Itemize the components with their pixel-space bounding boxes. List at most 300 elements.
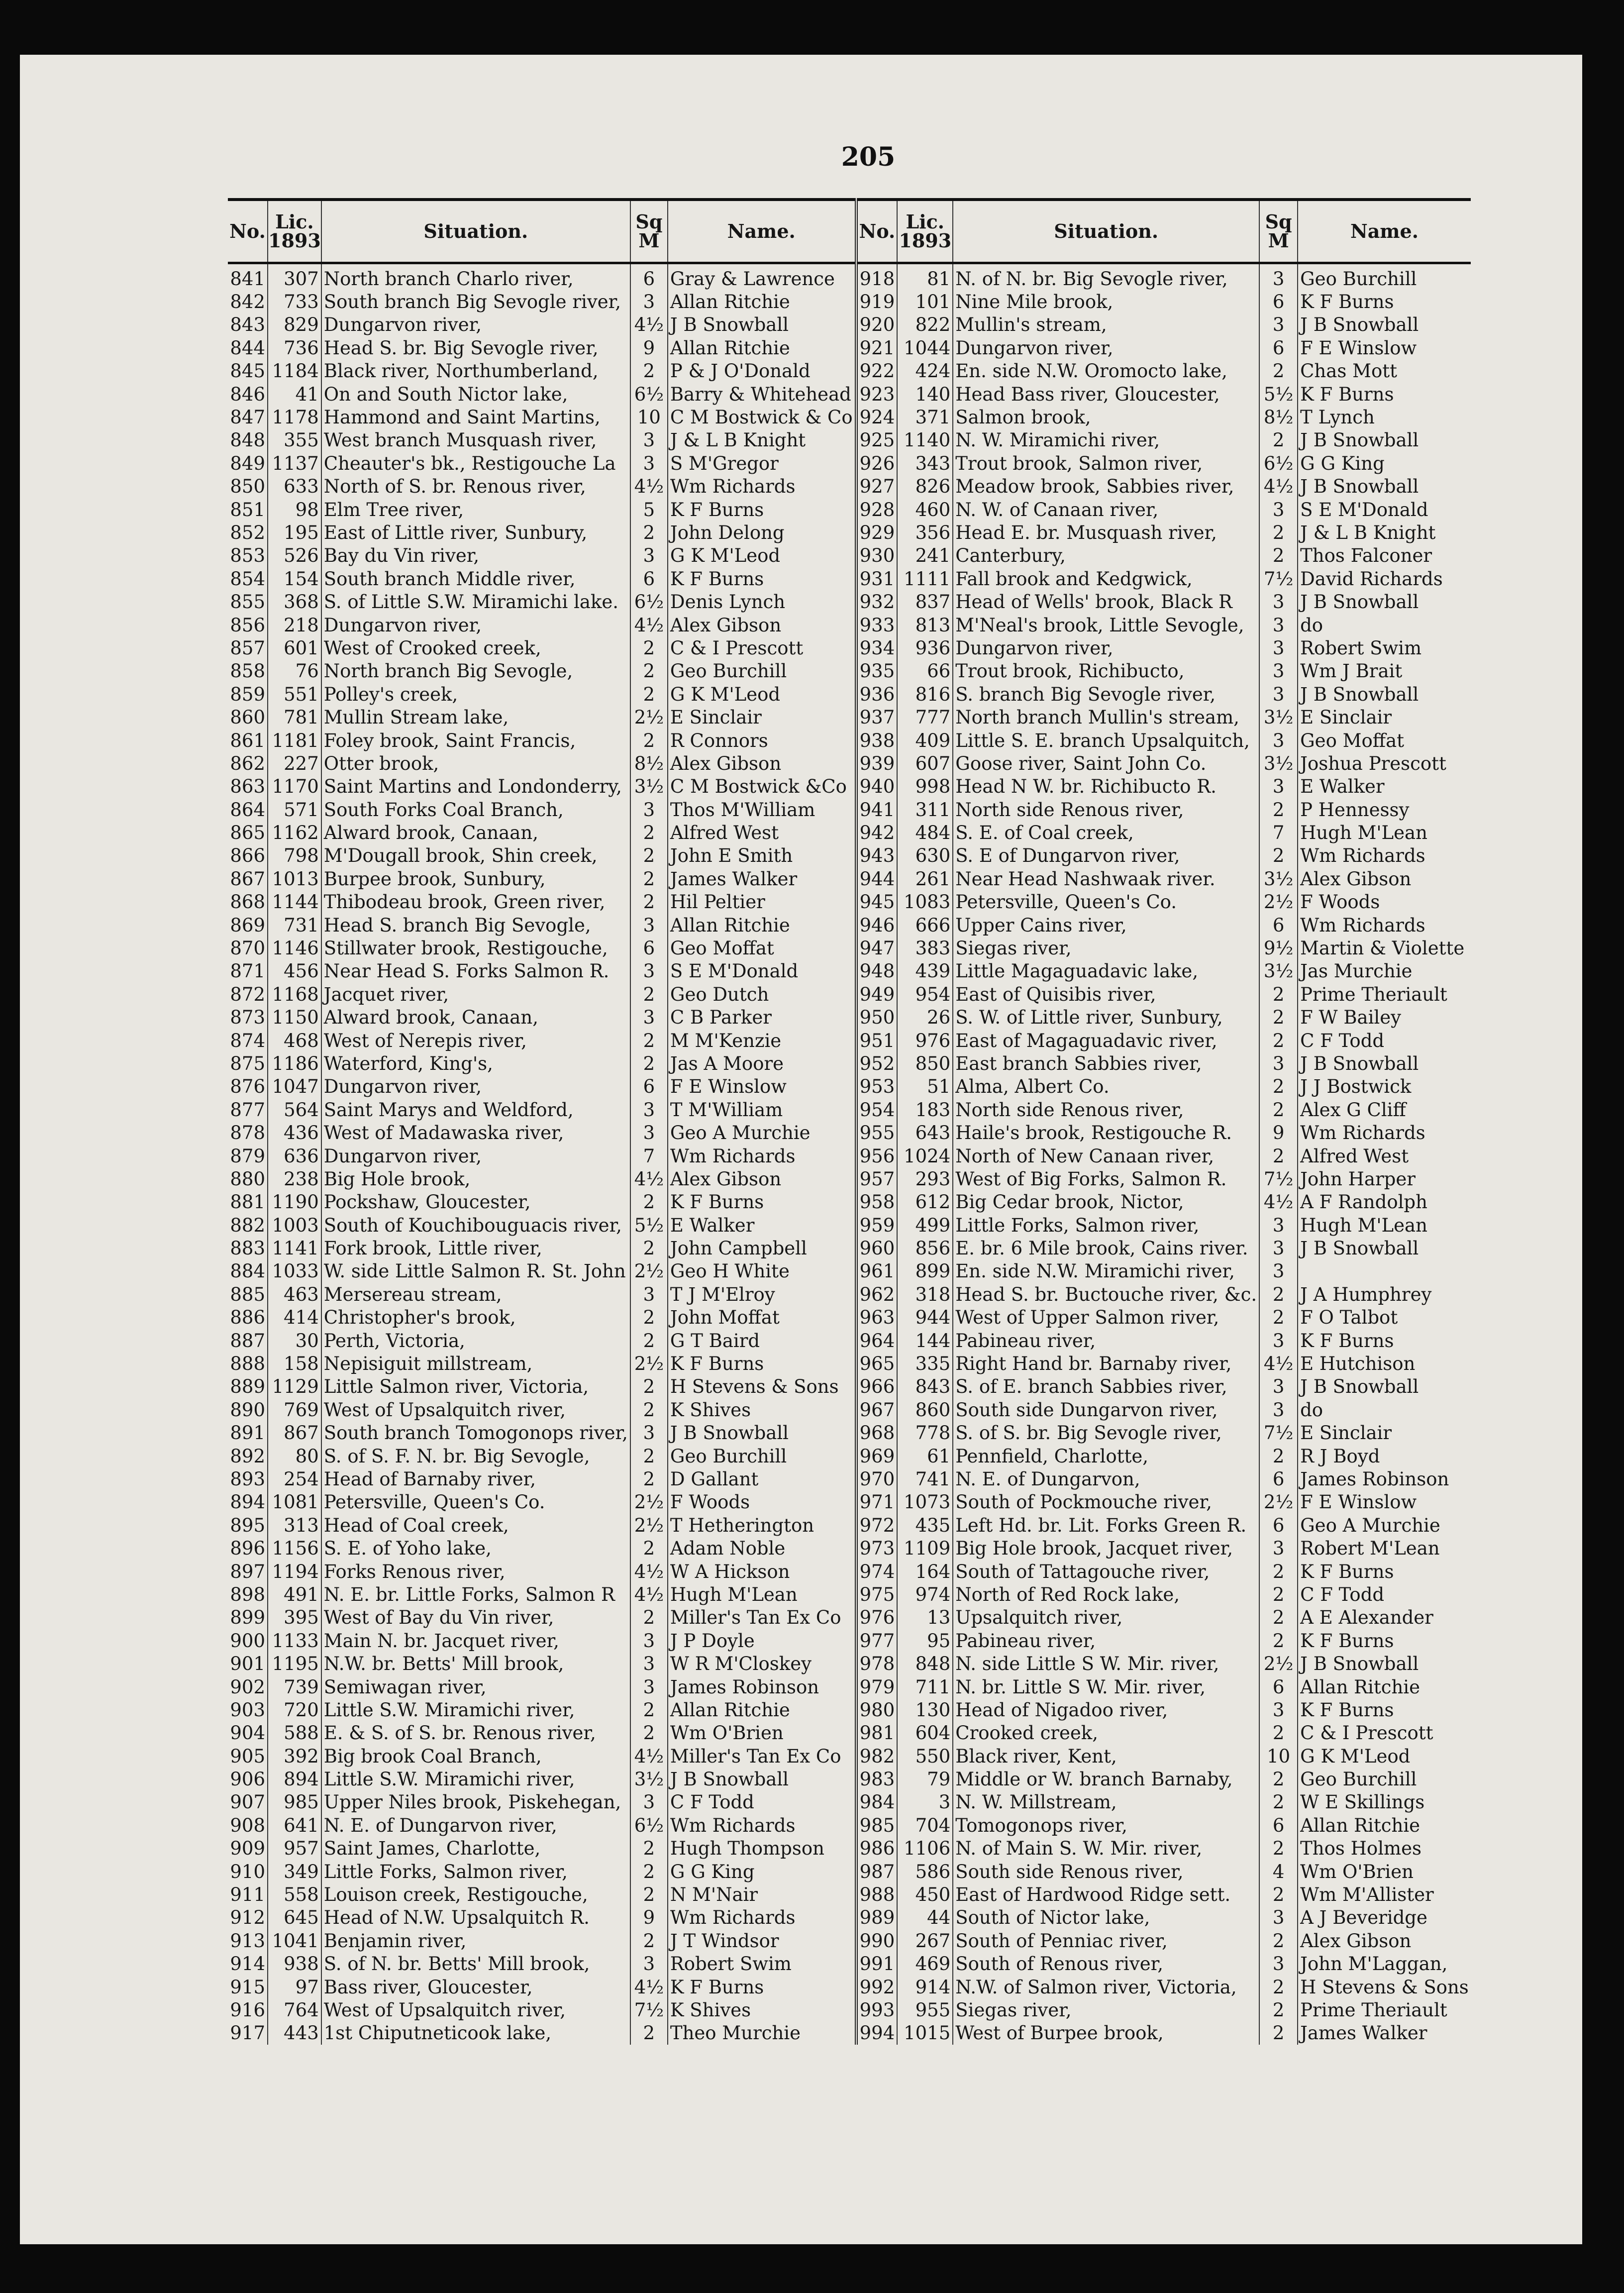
left-situation: Little S.W. Miramichi river,	[321, 1698, 630, 1721]
left-licensee-name: C F Todd	[668, 1791, 856, 1814]
left-licensee-name: Wm O'Brien	[668, 1722, 856, 1745]
table-row	[228, 406, 1471, 428]
right-license-number: 778	[897, 1422, 953, 1445]
right-licensee-name: J B Snowball	[1300, 591, 1419, 613]
left-license-number: 736	[268, 336, 321, 359]
left-entry-number: 897	[228, 1560, 268, 1583]
right-entry-number: 987	[856, 1860, 898, 1883]
left-square-miles: 2	[630, 1698, 668, 1721]
right-situation: North of New Canaan river,	[953, 1145, 1259, 1167]
left-licensee-name: John Moffat	[668, 1306, 856, 1329]
left-entry-number: 869	[228, 914, 268, 937]
table-row	[228, 1283, 1471, 1306]
left-licensee-name: Wm Richards	[668, 475, 856, 498]
left-square-miles: 2	[630, 1029, 668, 1052]
right-entry-number: 928	[856, 498, 898, 521]
left-entry-number: 849	[228, 452, 268, 475]
left-entry-number: 917	[228, 2022, 268, 2045]
right-licensee-name: Hugh M'Lean	[1300, 822, 1427, 844]
table-row	[228, 1953, 1471, 1976]
table-row	[228, 383, 1471, 406]
left-entry-number: 905	[228, 1745, 268, 1768]
right-license-number: 183	[897, 1098, 953, 1121]
table-row	[228, 1445, 1471, 1467]
left-situation: Benjamin river,	[321, 1929, 630, 1952]
left-entry-number: 854	[228, 567, 268, 590]
left-situation: Big Hole brook,	[321, 1167, 630, 1190]
left-square-miles: 2	[630, 1306, 668, 1329]
right-license-number: 1106	[897, 1837, 953, 1860]
left-situation: Black river, Northumberland,	[321, 360, 630, 383]
left-situation: E. & S. of S. br. Renous river,	[321, 1722, 630, 1745]
left-entry-number: 861	[228, 729, 268, 752]
left-entry-number: 883	[228, 1237, 268, 1259]
left-entry-number: 862	[228, 752, 268, 775]
right-entry-number: 962	[856, 1283, 898, 1306]
right-entry-number: 957	[856, 1167, 898, 1190]
left-square-miles: 3	[630, 1098, 668, 1121]
left-entry-number: 851	[228, 498, 268, 521]
left-entry-number: 860	[228, 706, 268, 729]
table-row	[228, 1375, 1471, 1398]
table-row	[228, 544, 1471, 567]
right-license-number: 409	[897, 729, 953, 752]
right-licensee-name: Alex Gibson	[1300, 868, 1412, 890]
right-situation: Head Bass river, Gloucester,	[953, 383, 1259, 406]
right-situation: North side Renous river,	[953, 798, 1259, 821]
right-license-number: 954	[897, 983, 953, 1006]
right-license-number: 843	[897, 1375, 953, 1398]
left-license-number: 645	[268, 1906, 321, 1929]
table-row	[228, 1514, 1471, 1537]
right-situation: Siegas river,	[953, 937, 1259, 959]
right-license-number: 666	[897, 914, 953, 937]
right-licensee-name: Martin & Violette	[1300, 938, 1465, 959]
right-license-number: 1024	[897, 1145, 953, 1167]
left-square-miles: 3	[630, 1629, 668, 1652]
left-entry-number: 880	[228, 1167, 268, 1190]
table-row	[228, 1191, 1471, 1214]
right-license-number: 604	[897, 1722, 953, 1745]
left-square-miles: 2	[630, 683, 668, 706]
left-entry-number: 907	[228, 1791, 268, 1814]
right-entry-number: 944	[856, 867, 898, 890]
left-square-miles: 2	[630, 891, 668, 914]
left-square-miles: 2	[630, 1052, 668, 1075]
right-square-miles: 8½	[1259, 406, 1298, 428]
right-licensee-name: Jas Murchie	[1300, 960, 1413, 982]
right-license-number: 450	[897, 1883, 953, 1906]
left-entry-number: 884	[228, 1260, 268, 1283]
left-licensee-name: Wm Richards	[668, 1145, 856, 1167]
left-license-number: 355	[268, 429, 321, 452]
left-license-number: 227	[268, 752, 321, 775]
left-licensee-name: John Campbell	[668, 1237, 856, 1259]
right-entry-number: 994	[856, 2022, 898, 2045]
right-license-number: 607	[897, 752, 953, 775]
right-license-number: 130	[897, 1698, 953, 1721]
right-license-number: 26	[897, 1006, 953, 1029]
left-entry-number: 876	[228, 1075, 268, 1098]
left-entry-number: 896	[228, 1537, 268, 1560]
right-entry-number: 956	[856, 1145, 898, 1167]
right-license-number: 944	[897, 1306, 953, 1329]
table-row	[228, 567, 1471, 590]
table-row	[228, 1560, 1471, 1583]
right-situation: N. W. Millstream,	[953, 1791, 1259, 1814]
right-licensee-name: J J Bostwick	[1300, 1076, 1412, 1098]
left-licensee-name: T Hetherington	[668, 1514, 856, 1537]
left-situation: Little S.W. Miramichi river,	[321, 1768, 630, 1790]
right-entry-number: 991	[856, 1953, 898, 1976]
left-license-number: 97	[268, 1976, 321, 1998]
right-situation: N. br. Little S W. Mir. river,	[953, 1675, 1259, 1698]
left-entry-number: 902	[228, 1675, 268, 1698]
right-square-miles: 2	[1259, 1145, 1298, 1167]
left-square-miles: 3	[630, 960, 668, 983]
right-license-number: 164	[897, 1560, 953, 1583]
table-row	[228, 429, 1471, 452]
right-license-number: 816	[897, 683, 953, 706]
left-licensee-name: Robert Swim	[668, 1953, 856, 1976]
right-licensee-name: S E M'Donald	[1300, 499, 1428, 521]
left-square-miles: 6	[630, 1075, 668, 1098]
right-situation: Big Hole brook, Jacquet river,	[953, 1537, 1259, 1560]
left-entry-number: 915	[228, 1976, 268, 1998]
table-row	[228, 1722, 1471, 1745]
right-situation: N. of N. br. Big Sevogle river,	[953, 263, 1259, 291]
left-situation: East of Little river, Sunbury,	[321, 521, 630, 544]
right-licensee-name: James Robinson	[1300, 1468, 1449, 1490]
right-entry-number: 967	[856, 1398, 898, 1421]
left-license-number: 368	[268, 590, 321, 613]
right-situation: Haile's brook, Restigouche R.	[953, 1121, 1259, 1144]
left-square-miles: 2	[630, 729, 668, 752]
right-situation: Right Hand br. Barnaby river,	[953, 1352, 1259, 1375]
left-situation: South Forks Coal Branch,	[321, 798, 630, 821]
left-situation: S. of S. F. N. br. Big Sevogle,	[321, 1445, 630, 1467]
left-situation: Perth, Victoria,	[321, 1329, 630, 1352]
left-licensee-name: R Connors	[668, 729, 856, 752]
right-situation: Fall brook and Kedgwick,	[953, 567, 1259, 590]
left-situation: West of Bay du Vin river,	[321, 1606, 630, 1629]
left-entry-number: 885	[228, 1283, 268, 1306]
left-licensee-name: F Woods	[668, 1491, 856, 1514]
right-license-number: 66	[897, 660, 953, 683]
right-situation: Alma, Albert Co.	[953, 1075, 1259, 1098]
left-license-number: 1184	[268, 360, 321, 383]
right-square-miles: 6	[1259, 290, 1298, 313]
right-square-miles: 6	[1259, 1467, 1298, 1490]
left-licensee-name: Hugh Thompson	[668, 1837, 856, 1860]
right-license-number: 101	[897, 290, 953, 313]
right-entry-number: 963	[856, 1306, 898, 1329]
left-situation: N. E. of Dungarvon river,	[321, 1814, 630, 1837]
left-license-number: 218	[268, 614, 321, 636]
left-square-miles: 7	[630, 1145, 668, 1167]
right-square-miles: 3	[1259, 1537, 1298, 1560]
right-licensee-name: E Sinclair	[1300, 1422, 1392, 1444]
left-entry-number: 904	[228, 1722, 268, 1745]
right-situation: Head N W. br. Richibucto R.	[953, 775, 1259, 798]
left-square-miles: 2	[630, 1722, 668, 1745]
right-licensee-name: C F Todd	[1300, 1583, 1385, 1605]
header-situation: Situation.	[321, 200, 630, 263]
left-square-miles: 3½	[630, 1768, 668, 1790]
right-entry-number: 978	[856, 1652, 898, 1675]
left-licensee-name: T J M'Elroy	[668, 1283, 856, 1306]
right-entry-number: 919	[856, 290, 898, 313]
right-licensee-name: do	[1300, 614, 1323, 636]
left-license-number: 1081	[268, 1491, 321, 1514]
left-square-miles: 6	[630, 937, 668, 959]
left-license-number: 1033	[268, 1260, 321, 1283]
left-situation: West of Crooked creek,	[321, 636, 630, 659]
right-entry-number: 964	[856, 1329, 898, 1352]
left-square-miles: 4½	[630, 1583, 668, 1606]
right-entry-number: 922	[856, 360, 898, 383]
table-row	[228, 1976, 1471, 1998]
ledger-body	[228, 263, 1471, 2045]
left-license-number: 985	[268, 1791, 321, 1814]
right-licensee-name: Wm J Brait	[1300, 660, 1403, 682]
right-square-miles: 2	[1259, 844, 1298, 867]
left-situation: Mullin Stream lake,	[321, 706, 630, 729]
left-license-number: 1137	[268, 452, 321, 475]
left-licensee-name: N M'Nair	[668, 1883, 856, 1906]
left-entry-number: 870	[228, 937, 268, 959]
left-licensee-name: Alex Gibson	[668, 752, 856, 775]
header-sq-m: Sq M	[630, 200, 668, 263]
left-square-miles: 2½	[630, 1260, 668, 1283]
right-entry-number: 977	[856, 1629, 898, 1652]
left-licensee-name: Geo Dutch	[668, 983, 856, 1006]
right-square-miles: 2	[1259, 521, 1298, 544]
left-situation: Stillwater brook, Restigouche,	[321, 937, 630, 959]
right-licensee-name: Alfred West	[1300, 1145, 1409, 1167]
right-situation: N. of Main S. W. Mir. river,	[953, 1837, 1259, 1860]
right-situation: Trout brook, Salmon river,	[953, 452, 1259, 475]
left-square-miles: 2	[630, 521, 668, 544]
left-license-number: 957	[268, 1837, 321, 1860]
right-situation: East of Quisibis river,	[953, 983, 1259, 1006]
right-situation: Pabineau river,	[953, 1629, 1259, 1652]
left-licensee-name: John Delong	[668, 521, 856, 544]
right-licensee-name: J A Humphrey	[1300, 1283, 1432, 1305]
left-licensee-name: S E M'Donald	[668, 960, 856, 983]
right-license-number: 914	[897, 1976, 953, 1998]
right-square-miles: 4½	[1259, 475, 1298, 498]
table-row	[228, 1814, 1471, 1837]
right-square-miles: 2	[1259, 1883, 1298, 1906]
left-entry-number: 906	[228, 1768, 268, 1790]
left-square-miles: 2	[630, 867, 668, 890]
right-licensee-name: Geo Burchill	[1300, 1769, 1417, 1790]
left-square-miles: 8½	[630, 752, 668, 775]
left-licensee-name: Barry & Whitehead	[668, 383, 856, 406]
left-licensee-name: Allan Ritchie	[668, 290, 856, 313]
left-situation: Saint Martins and Londonderry,	[321, 775, 630, 798]
left-situation: South of Kouchibouguacis river,	[321, 1214, 630, 1237]
left-licensee-name: E Sinclair	[668, 706, 856, 729]
right-license-number: 469	[897, 1953, 953, 1976]
table-row	[228, 1398, 1471, 1421]
right-licensee-name: James Walker	[1300, 2022, 1427, 2044]
left-license-number: 468	[268, 1029, 321, 1052]
left-licensee-name: James Walker	[668, 867, 856, 890]
left-license-number: 30	[268, 1329, 321, 1352]
right-situation: North side Renous river,	[953, 1098, 1259, 1121]
left-license-number: 1168	[268, 983, 321, 1006]
right-licensee-name: Wm Richards	[1300, 1122, 1425, 1144]
right-licensee-name	[1298, 1260, 1471, 1283]
right-square-miles: 2	[1259, 2022, 1298, 2045]
right-situation: Petersville, Queen's Co.	[953, 891, 1259, 914]
table-row	[228, 1537, 1471, 1560]
right-entry-number: 947	[856, 937, 898, 959]
right-square-miles: 2	[1259, 798, 1298, 821]
right-licensee-name: John M'Laggan,	[1300, 1953, 1448, 1975]
left-square-miles: 2	[630, 1883, 668, 1906]
left-entry-number: 908	[228, 1814, 268, 1837]
right-licensee-name: G G King	[1300, 452, 1385, 474]
right-square-miles: 3	[1259, 1052, 1298, 1075]
left-situation: West of Nerepis river,	[321, 1029, 630, 1052]
right-situation: Big Cedar brook, Nictor,	[953, 1191, 1259, 1214]
right-license-number: 1109	[897, 1537, 953, 1560]
right-entry-number: 925	[856, 429, 898, 452]
right-licensee-name: J B Snowball	[1300, 429, 1419, 451]
right-licensee-name: Geo A Murchie	[1300, 1514, 1440, 1536]
right-entry-number: 945	[856, 891, 898, 914]
table-row	[228, 1214, 1471, 1237]
right-square-miles: 3½	[1259, 867, 1298, 890]
left-entry-number: 911	[228, 1883, 268, 1906]
left-situation: Bass river, Gloucester,	[321, 1976, 630, 1998]
right-square-miles: 3	[1259, 614, 1298, 636]
right-situation: S. E of Dungarvon river,	[953, 844, 1259, 867]
right-entry-number: 972	[856, 1514, 898, 1537]
left-licensee-name: Geo Burchill	[668, 660, 856, 683]
left-square-miles: 2	[630, 1445, 668, 1467]
left-situation: Bay du Vin river,	[321, 544, 630, 567]
right-entry-number: 935	[856, 660, 898, 683]
left-license-number: 1047	[268, 1075, 321, 1098]
table-row	[228, 498, 1471, 521]
left-square-miles: 4½	[630, 475, 668, 498]
left-situation: Saint James, Charlotte,	[321, 1837, 630, 1860]
right-licensee-name: F E Winslow	[1300, 337, 1417, 359]
left-square-miles: 4½	[630, 1745, 668, 1768]
right-square-miles: 2	[1259, 1768, 1298, 1790]
right-entry-number: 959	[856, 1214, 898, 1237]
right-license-number: 848	[897, 1652, 953, 1675]
right-license-number: 837	[897, 590, 953, 613]
right-situation: N. side Little S W. Mir. river,	[953, 1652, 1259, 1675]
right-entry-number: 981	[856, 1722, 898, 1745]
left-situation: S. of Little S.W. Miramichi lake.	[321, 590, 630, 613]
header-row	[228, 200, 1471, 263]
table-row	[228, 683, 1471, 706]
right-square-miles: 2	[1259, 1791, 1298, 1814]
right-square-miles: 3	[1259, 1237, 1298, 1259]
license-ledger-table	[228, 198, 1471, 2045]
right-licensee-name: K F Burns	[1300, 1699, 1394, 1721]
right-entry-number: 960	[856, 1237, 898, 1259]
left-licensee-name: Wm Richards	[668, 1906, 856, 1929]
right-square-miles: 2	[1259, 983, 1298, 1006]
right-situation: S. W. of Little river, Sunbury,	[953, 1006, 1259, 1029]
left-licensee-name: H Stevens & Sons	[668, 1375, 856, 1398]
right-license-number: 822	[897, 313, 953, 336]
right-entry-number: 949	[856, 983, 898, 1006]
right-situation: Meadow brook, Sabbies river,	[953, 475, 1259, 498]
left-license-number: 349	[268, 1860, 321, 1883]
left-license-number: 1133	[268, 1629, 321, 1652]
left-situation: M'Dougall brook, Shin creek,	[321, 844, 630, 867]
left-square-miles: 3	[630, 429, 668, 452]
left-square-miles: 3	[630, 1006, 668, 1029]
right-licensee-name: C F Todd	[1300, 1030, 1385, 1051]
left-entry-number: 910	[228, 1860, 268, 1883]
right-entry-number: 927	[856, 475, 898, 498]
left-license-number: 558	[268, 1883, 321, 1906]
left-licensee-name: C M Bostwick &Co	[668, 775, 856, 798]
left-licensee-name: Denis Lynch	[668, 590, 856, 613]
right-situation: Trout brook, Richibucto,	[953, 660, 1259, 683]
right-license-number: 856	[897, 1237, 953, 1259]
left-situation: Near Head S. Forks Salmon R.	[321, 960, 630, 983]
right-situation: Tomogonops river,	[953, 1814, 1259, 1837]
right-license-number: 936	[897, 636, 953, 659]
left-license-number: 526	[268, 544, 321, 567]
right-situation: Goose river, Saint John Co.	[953, 752, 1259, 775]
left-situation: Little Salmon river, Victoria,	[321, 1375, 630, 1398]
left-entry-number: 842	[228, 290, 268, 313]
table-row	[228, 290, 1471, 313]
right-entry-number: 983	[856, 1768, 898, 1790]
left-square-miles: 10	[630, 406, 668, 428]
left-entry-number: 891	[228, 1422, 268, 1445]
left-entry-number: 846	[228, 383, 268, 406]
right-license-number: 356	[897, 521, 953, 544]
right-square-miles: 3	[1259, 1260, 1298, 1283]
left-situation: Mersereau stream,	[321, 1283, 630, 1306]
left-entry-number: 913	[228, 1929, 268, 1952]
left-license-number: 938	[268, 1953, 321, 1976]
left-entry-number: 866	[228, 844, 268, 867]
left-entry-number: 912	[228, 1906, 268, 1929]
left-licensee-name: Miller's Tan Ex Co	[668, 1606, 856, 1629]
right-square-miles: 2	[1259, 544, 1298, 567]
right-license-number: 293	[897, 1167, 953, 1190]
right-square-miles: 3	[1259, 1398, 1298, 1421]
right-square-miles: 6	[1259, 336, 1298, 359]
right-licensee-name: F O Talbot	[1300, 1307, 1398, 1329]
right-square-miles: 4½	[1259, 1352, 1298, 1375]
right-square-miles: 3	[1259, 775, 1298, 798]
left-entry-number: 850	[228, 475, 268, 498]
right-situation: West of Burpee brook,	[953, 2022, 1259, 2045]
left-square-miles: 2	[630, 1191, 668, 1214]
table-row	[228, 867, 1471, 890]
table-row	[228, 1329, 1471, 1352]
left-square-miles: 2	[630, 1929, 668, 1952]
left-situation: Head S. br. Big Sevogle river,	[321, 336, 630, 359]
left-square-miles: 5	[630, 498, 668, 521]
right-licensee-name: Prime Theriault	[1300, 983, 1447, 1005]
left-square-miles: 2½	[630, 1352, 668, 1375]
